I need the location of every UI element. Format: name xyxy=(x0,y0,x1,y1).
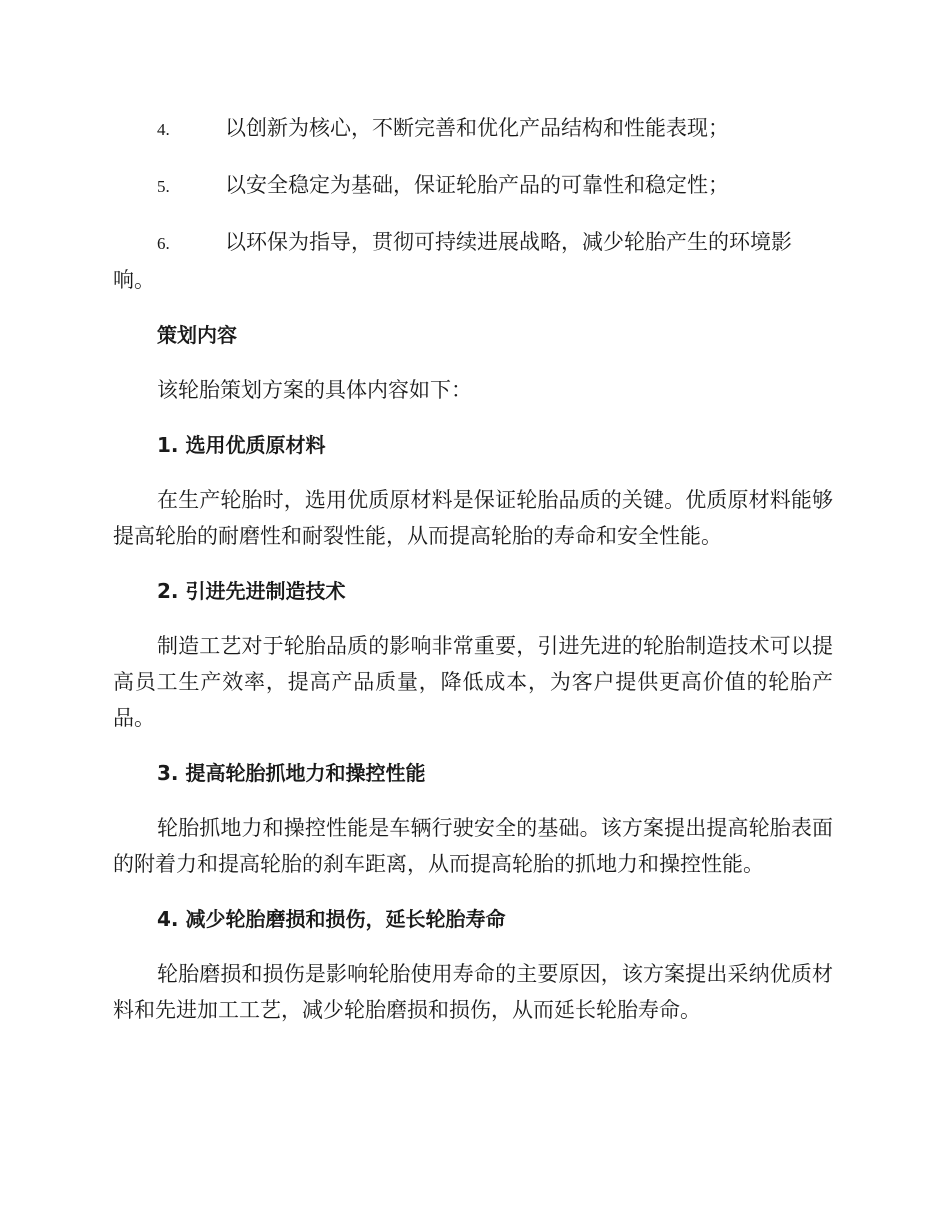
list-text: 以安全稳定为基础，保证轮胎产品的可靠性和稳定性； xyxy=(225,173,729,197)
section-heading-3: 3. 提高轮胎抓地力和操控性能 xyxy=(157,761,426,785)
list-item-5 xyxy=(113,167,833,205)
section-body-3: 轮胎抓地力和操控性能是车辆行驶安全的基础。该方案提出提高轮胎表面的附着力和提高轮胎的刹车距离，从而提高轮胎的抓地力和操控性能。 xyxy=(113,816,833,876)
document-page xyxy=(113,110,833,1047)
section-heading-4: 4. 减少轮胎磨损和损伤，延长轮胎寿命 xyxy=(157,907,506,931)
list-item-4 xyxy=(113,110,833,148)
section-body-2: 制造工艺对于轮胎品质的影响非常重要，引进先进的轮胎制造技术可以提高员工生产效率，提高产品质量，降低成本，为客户提供更高价值的轮胎产品。 xyxy=(113,634,833,730)
section-heading-2: 2. 引进先进制造技术 xyxy=(157,579,346,603)
list-number: 6. xyxy=(157,234,170,253)
section-body-4: 轮胎磨损和损伤是影响轮胎使用寿命的主要原因，该方案提出采纳优质材料和先进加工工艺，减少轮胎磨损和损伤，从而延长轮胎寿命。 xyxy=(113,962,833,1022)
list-number: 5. xyxy=(157,177,170,196)
list-number: 4. xyxy=(157,120,170,139)
section-body-1: 在生产轮胎时，选用优质原材料是保证轮胎品质的关键。优质原材料能够提高轮胎的耐磨性和耐裂性能，从而提高轮胎的寿命和安全性能。 xyxy=(113,488,833,548)
section-title: 策划内容 xyxy=(157,323,237,347)
intro-text: 该轮胎策划方案的具体内容如下： xyxy=(157,378,472,402)
list-text: 以环保为指导，贯彻可持续进展战略，减少轮胎产生的环境影响。 xyxy=(113,230,792,292)
section-heading-1: 1. 选用优质原材料 xyxy=(157,433,326,457)
list-item-6 xyxy=(113,224,833,298)
list-text: 以创新为核心，不断完善和优化产品结构和性能表现； xyxy=(225,116,729,140)
